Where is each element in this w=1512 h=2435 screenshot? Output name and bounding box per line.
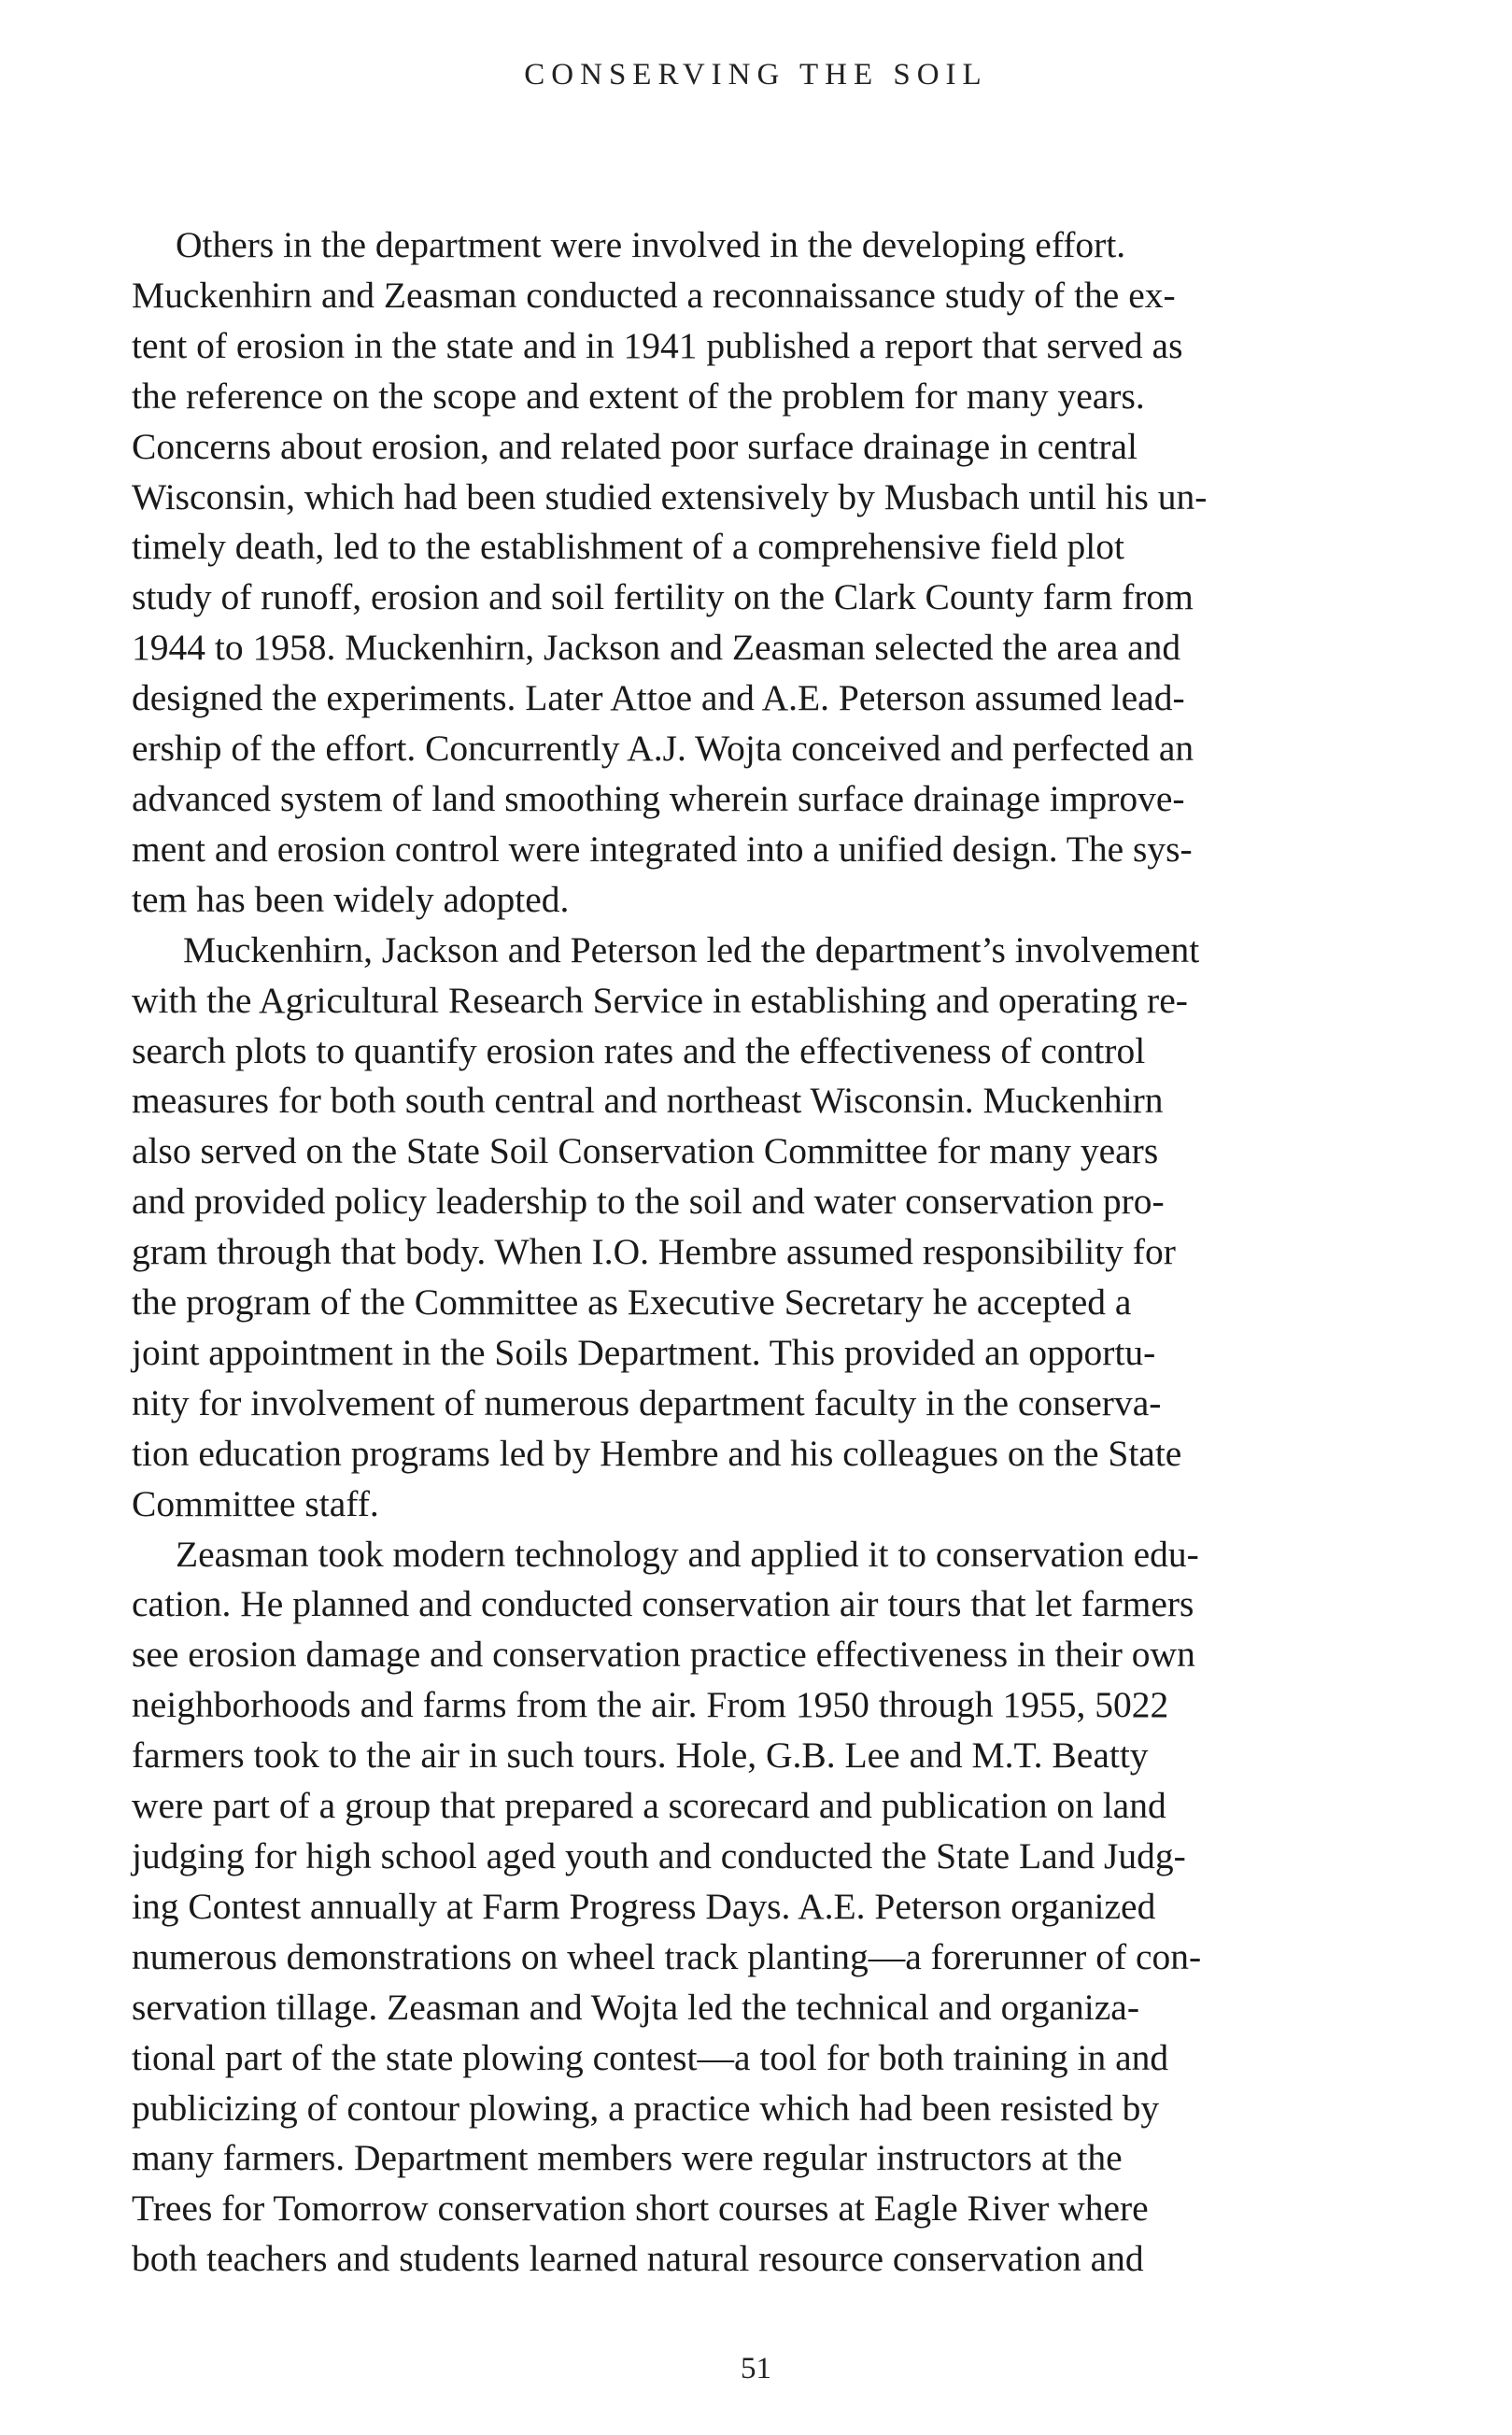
text-line: designed the experiments. Later Attoe and A.E. Peterson assumed lead- [132, 677, 1185, 719]
text-line: tem has been widely adopted. [132, 878, 570, 920]
text-line: Muckenhirn, Jackson and Peterson led the department’s involvement [183, 928, 1200, 970]
text-line: ment and erosion control were integrated into a unified design. The sys- [132, 828, 1193, 870]
text-line: judging for high school aged youth and conducted the State Land Judg- [132, 1835, 1186, 1876]
text-line: measures for both south central and northeast Wisconsin. Muckenhirn [132, 1080, 1164, 1122]
text-line: Wisconsin, which had been studied extensively by Musbach until his un- [132, 475, 1208, 517]
text-line: ership of the effort. Concurrently A.J. Wojta conceived and perfected an [132, 728, 1194, 770]
text-line: Muckenhirn and Zeasman conducted a reconnaissance study of the ex- [132, 274, 1176, 316]
text-line: tion education programs led by Hembre and his colleagues on the State [132, 1432, 1182, 1474]
text-line: Others in the department were involved in the developing effort. [176, 224, 1126, 265]
text-line: study of runoff, erosion and soil fertility on the Clark County farm from [132, 576, 1194, 618]
text-line: and provided policy leadership to the soil and water conservation pro- [132, 1181, 1165, 1223]
text-line: numerous demonstrations on wheel track planting—a forerunner of con- [132, 1935, 1202, 1977]
text-line: Committee staff. [132, 1482, 379, 1524]
text-line: with the Agricultural Research Service in establishing and operating re- [132, 979, 1188, 1021]
text-line: see erosion damage and conservation practice effectiveness in their own [132, 1634, 1195, 1676]
running-head: CONSERVING THE SOIL [524, 58, 988, 92]
text-line: also served on the State Soil Conservation Committee for many years [132, 1130, 1159, 1172]
text-line: ing Contest annually at Farm Progress Days. A.E. Peterson organized [132, 1885, 1156, 1927]
text-line: nity for involvement of numerous department faculty in the conserva- [132, 1381, 1162, 1423]
text-line: many farmers. Department members were regular instructors at the [132, 2137, 1123, 2179]
text-line: advanced system of land smoothing wherein surface drainage improve- [132, 777, 1185, 819]
text-line: Trees for Tomorrow conservation short courses at Eagle River where [132, 2187, 1149, 2230]
text-line: the program of the Committee as Executive Secretary he accepted a [132, 1281, 1132, 1324]
text-line: neighborhoods and farms from the air. From 1950 through 1955, 5022 [132, 1684, 1169, 1726]
text-line: Zeasman took modern technology and applied it to conservation edu- [176, 1533, 1199, 1575]
text-line: cation. He planned and conducted conservation air tours that let farmers [132, 1583, 1194, 1625]
text-line: publicizing of contour plowing, a practice which had been resisted by [132, 2087, 1160, 2129]
text-line: tional part of the state plowing contest—a tool for both training in and [132, 2036, 1169, 2078]
text-line: were part of a group that prepared a scorecard and publication on land [132, 1785, 1166, 1827]
text-line: timely death, led to the establishment of a comprehensive field plot [132, 526, 1124, 568]
page-number: 51 [741, 2352, 771, 2385]
body-text [132, 220, 1383, 2285]
text-line: gram through that body. When I.O. Hembre assumed responsibility for [132, 1231, 1176, 1273]
text-line: 1944 to 1958. Muckenhirn, Jackson and Zeasman selected the area and [132, 627, 1181, 669]
text-line: joint appointment in the Soils Department. This provided an opportu- [132, 1331, 1156, 1373]
text-line: the reference on the scope and extent of the problem for many years. [132, 375, 1145, 417]
text-line: tent of erosion in the state and in 1941 published a report that served as [132, 324, 1183, 366]
text-line: servation tillage. Zeasman and Wojta led the technical and organiza- [132, 1986, 1139, 2028]
text-line: Concerns about erosion, and related poor surface drainage in central [132, 425, 1138, 467]
text-line: search plots to quantify erosion rates and the effectiveness of control [132, 1029, 1146, 1071]
text-line: farmers took to the air in such tours. Hole, G.B. Lee and M.T. Beatty [132, 1734, 1149, 1777]
text-line: both teachers and students learned natural resource conservation and [132, 2238, 1144, 2280]
